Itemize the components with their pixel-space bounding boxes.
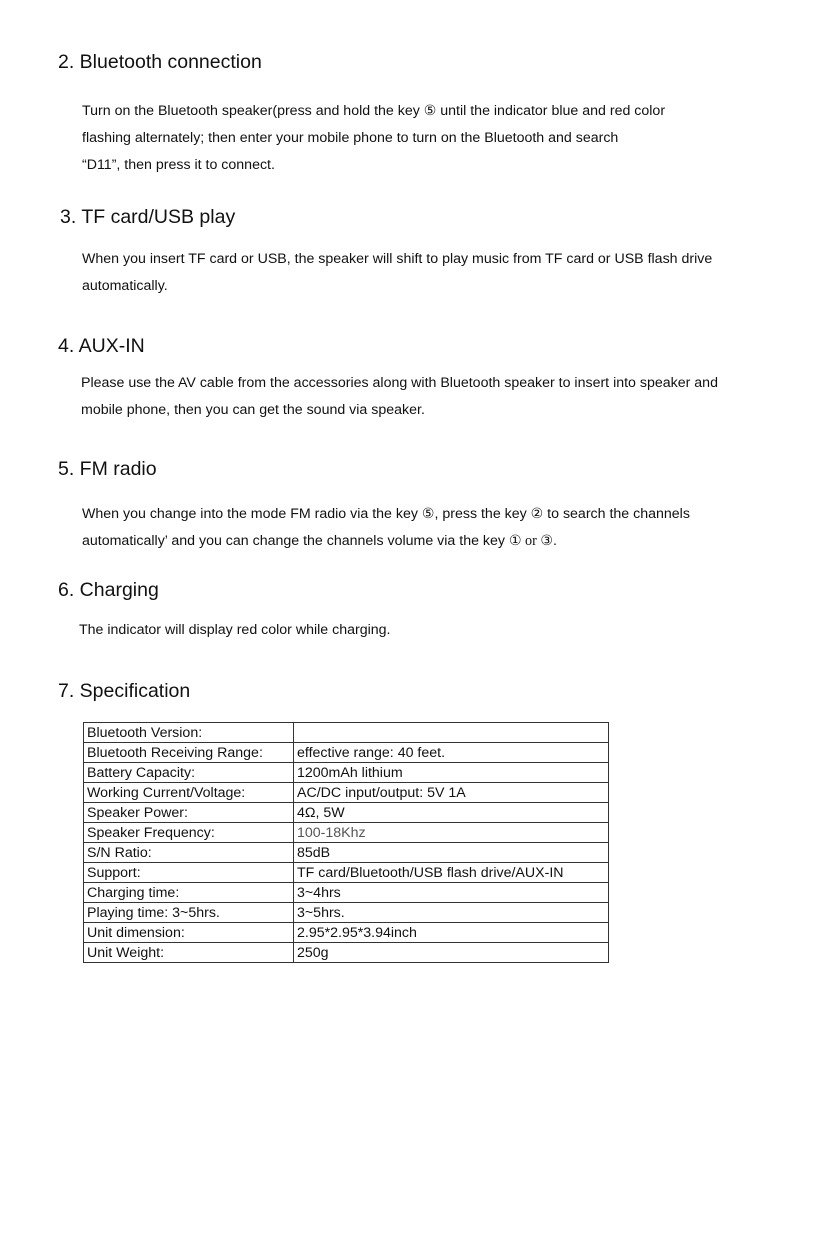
spec-label: Speaker Frequency: (84, 823, 294, 843)
spec-label: Unit Weight: (84, 943, 294, 963)
aux-text-line-1: Please use the AV cable from the accessories along with Bluetooth speaker to insert into speaker and (81, 375, 718, 391)
spec-value: 2.95*2.95*3.94inch (294, 923, 609, 943)
key-5-symbol: ⑤ (423, 103, 437, 119)
spec-label: Playing time: 3~5hrs. (84, 903, 294, 923)
spec-value (294, 723, 609, 743)
spec-value: 3~4hrs (294, 883, 609, 903)
bluetooth-text-line-3: “D11”, then press it to connect. (82, 157, 275, 173)
section-title-tf-usb: 3. TF card/USB play (60, 206, 236, 228)
table-row (84, 843, 609, 863)
key-2-symbol: ② (530, 506, 544, 522)
spec-label: Unit dimension: (84, 923, 294, 943)
spec-label: Bluetooth Version: (84, 723, 294, 743)
specification-table (83, 722, 609, 963)
fm-text-line-1: When you change into the mode FM radio via the key ⑤, press the key ② to search the channels (82, 506, 690, 522)
key-1-symbol: ① (508, 533, 522, 549)
key-5-symbol: ⑤ (421, 506, 435, 522)
table-row (84, 743, 609, 763)
section-title-bluetooth: 2. Bluetooth connection (58, 51, 262, 73)
spec-label: Bluetooth Receiving Range: (84, 743, 294, 763)
table-row (84, 863, 609, 883)
table-row (84, 783, 609, 803)
spec-label: Working Current/Voltage: (84, 783, 294, 803)
table-row (84, 763, 609, 783)
bluetooth-text-line-2: flashing alternately; then enter your mobile phone to turn on the Bluetooth and search (82, 130, 619, 146)
spec-value: AC/DC input/output: 5V 1A (294, 783, 609, 803)
tf-usb-text-line-2: automatically. (82, 278, 168, 294)
table-row (84, 723, 609, 743)
spec-label: Speaker Power: (84, 803, 294, 823)
spec-value: 250g (294, 943, 609, 963)
spec-label: S/N Ratio: (84, 843, 294, 863)
table-row (84, 883, 609, 903)
key-3-symbol: ③ (540, 533, 553, 549)
table-row (84, 943, 609, 963)
spec-value: 85dB (294, 843, 609, 863)
spec-value: 100-18Khz (294, 823, 609, 843)
table-row (84, 823, 609, 843)
table-row (84, 803, 609, 823)
spec-value: TF card/Bluetooth/USB flash drive/AUX-IN (294, 863, 609, 883)
bluetooth-text-line-1: Turn on the Bluetooth speaker(press and hold the key ⑤ until the indicator blue and red color (82, 103, 666, 119)
spec-label: Support: (84, 863, 294, 883)
spec-label: Charging time: (84, 883, 294, 903)
spec-value: effective range: 40 feet. (294, 743, 609, 763)
spec-value: 4Ω, 5W (294, 803, 609, 823)
tf-usb-text-line-1: When you insert TF card or USB, the speaker will shift to play music from TF card or USB flash drive (82, 251, 713, 267)
section-title-fm-radio: 5. FM radio (58, 458, 157, 480)
section-title-aux-in: 4. AUX-IN (58, 335, 145, 357)
table-row (84, 923, 609, 943)
section-title-charging: 6. Charging (58, 579, 159, 601)
spec-value: 1200mAh lithium (294, 763, 609, 783)
spec-value: 3~5hrs. (294, 903, 609, 923)
table-row (84, 903, 609, 923)
fm-text-line-2: automatically’ and you can change the channels volume via the key ① or ③. (82, 533, 557, 549)
spec-label: Battery Capacity: (84, 763, 294, 783)
section-title-specification: 7. Specification (58, 680, 191, 702)
aux-text-line-2: mobile phone, then you can get the sound via speaker. (81, 402, 425, 418)
charging-text-line-1: The indicator will display red color while charging. (79, 622, 391, 638)
